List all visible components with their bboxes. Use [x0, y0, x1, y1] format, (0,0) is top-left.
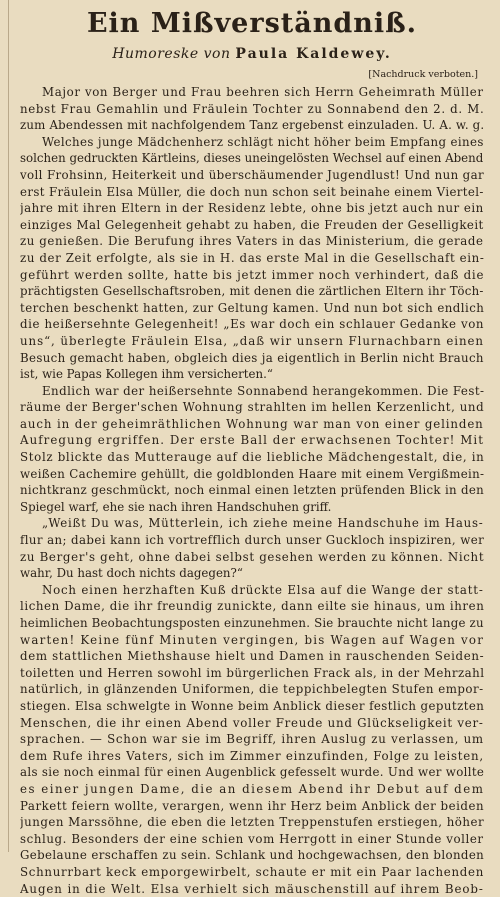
text-line: jungen Marssöhne, die eben die letzten Treppenstufen erstiegen, höher: [20, 814, 484, 831]
text-line: stiegen. Elsa schwelgte in Wonne beim Anblick dieser festlich geputzten: [20, 698, 484, 715]
text-line: dem stattlichen Miethshause hielt und Damen in rauschenden Seiden-: [20, 648, 484, 665]
text-line: als sie noch einmal für einen Augenblick gefesselt wurde. Und wer wollte: [20, 764, 484, 781]
text-line: toiletten und Herren sowohl im bürgerlichen Frack als, in der Mehrzahl: [20, 665, 484, 682]
text-line: zu genießen. Die Berufung ihres Vaters in das Ministerium, die gerade: [20, 233, 484, 250]
text-line: warten! Keine fünf Minuten vergingen, bis Wagen auf Wagen vor: [20, 632, 484, 649]
text-line: Augen in die Welt. Elsa verhielt sich mäuschenstill auf ihrem Beob-: [20, 881, 484, 897]
reprint-notice: [Nachdruck verboten.]: [20, 66, 484, 84]
text-line: heimlichen Beobachtungsposten einzunehmen. Sie brauchte nicht lange zu: [20, 615, 484, 632]
text-line: natürlich, in glänzenden Uniformen, die teppichbelegten Stufen empor-: [20, 681, 484, 698]
text-line: Welches junge Mädchenherz schlägt nicht höher beim Empfang eines: [20, 134, 484, 151]
text-line: auch in der geheimräthlichen Wohnung war man von einer gelinden: [20, 416, 484, 433]
text-line: solchen gedruckten Kärtleins, dieses uneingelösten Wechsel auf einen Abend: [20, 150, 484, 167]
text-line: weißen Cachemire gehüllt, die goldblonden Haare mit einem Vergißmein-: [20, 466, 484, 483]
article-subtitle: [20, 42, 484, 66]
text-line: erst Fräulein Elsa Müller, die doch nun schon seit beinahe einem Viertel-: [20, 184, 484, 201]
text-line: dem Rufe ihres Vaters, sich im Zimmer einzufinden, Folge zu leisten,: [20, 748, 484, 765]
text-line: uns“, überlegte Fräulein Elsa, „daß wir unsern Flurnachbarn einen: [20, 333, 484, 350]
text-line: Endlich war der heißersehnte Sonnabend herangekommen. Die Fest-: [20, 383, 484, 400]
text-line: lichen Dame, die ihr freundig zunickte, dann eilte sie hinaus, um ihren: [20, 598, 484, 615]
article-body: [20, 84, 484, 897]
text-line: ist, wie Papas Kollegen ihm versicherten.“: [20, 366, 484, 383]
text-line: Aufregung ergriffen. Der erste Ball der erwachsenen Tochter! Mit: [20, 432, 484, 449]
text-line: prächtigsten Gesellschaftsroben, mit denen die zärtlichen Eltern ihr Töch-: [20, 283, 484, 300]
text-line: wahr, Du hast doch nichts dagegen?“: [20, 565, 484, 582]
text-line: einziges Mal Gelegenheit gehabt zu haben, die Freuden der Geselligkeit: [20, 217, 484, 234]
text-line: schlug. Besonders der eine schien vom Herrgott in einer Stunde voller: [20, 831, 484, 848]
article-title: Ein Mißverständniß.: [20, 6, 484, 42]
text-line: nichtkranz geschmückt, noch einmal einen letzten prüfenden Blick in den: [20, 482, 484, 499]
text-line: „Weißt Du was, Mütterlein, ich ziehe meine Handschuhe im Haus-: [20, 515, 484, 532]
text-line: sprachen. — Schon war sie im Begriff, ihren Auslug zu verlassen, um: [20, 731, 484, 748]
text-line: Stolz blickte das Mutterauge auf die liebliche Mädchengestalt, die, in: [20, 449, 484, 466]
text-line: jahre mit ihren Eltern in der Residenz lebte, ohne bis jetzt auch nur ein: [20, 200, 484, 217]
text-line: geführt werden sollte, hatte bis jetzt immer noch verhindert, daß die: [20, 267, 484, 284]
text-line: die heißersehnte Gelegenheit! „Es war doch ein schlauer Gedanke von: [20, 316, 484, 333]
text-line: nebst Frau Gemahlin und Fräulein Tochter zu Sonnabend den 2. d. M.: [20, 101, 484, 118]
text-line: Schnurrbart keck emporgewirbelt, schaute er mit ein Paar lachenden: [20, 864, 484, 881]
text-line: zu Berger's geht, ohne dabei selbst gesehen werden zu können. Nicht: [20, 549, 484, 566]
subtitle-prefix: Humoreske von: [112, 46, 230, 62]
text-line: Major von Berger und Frau beehren sich Herrn Geheimrath Müller: [20, 84, 484, 101]
text-line: Noch einen herzhaften Kuß drückte Elsa auf die Wange der statt-: [20, 582, 484, 599]
text-line: zum Abendessen mit nachfolgendem Tanz ergebenst einzuladen. U. A. w. g.: [20, 117, 484, 134]
text-line: voll Frohsinn, Heiterkeit und überschäumender Jugendlust! Und nun gar: [20, 167, 484, 184]
text-line: zu der Zeit erfolgte, als sie in H. das erste Mal in die Gesellschaft ein-: [20, 250, 484, 267]
text-line: Spiegel warf, ehe sie nach ihren Handschuhen griff.: [20, 499, 484, 516]
text-line: terchen beschenkt hatten, zur Geltung kamen. Und nun bot sich endlich: [20, 300, 484, 317]
text-line: es einer jungen Dame, die an diesem Abend ihr Debut auf dem: [20, 781, 484, 798]
text-line: flur an; dabei kann ich vortrefflich durch unser Guckloch inspiziren, wer: [20, 532, 484, 549]
author-name: Paula Kaldewey.: [235, 46, 391, 62]
column-rule: [8, 0, 9, 852]
text-line: Menschen, die ihr einen Abend voller Freude und Glückseligkeit ver-: [20, 715, 484, 732]
text-line: räume der Berger'schen Wohnung strahlten im hellen Kerzenlicht, und: [20, 399, 484, 416]
text-line: Gebelaune erschaffen zu sein. Schlank und hochgewachsen, den blonden: [20, 847, 484, 864]
text-line: Besuch gemacht haben, obgleich dies ja eigentlich in Berlin nicht Brauch: [20, 350, 484, 367]
text-line: Parkett feiern wollte, verargen, wenn ihr Herz beim Anblick der beiden: [20, 798, 484, 815]
